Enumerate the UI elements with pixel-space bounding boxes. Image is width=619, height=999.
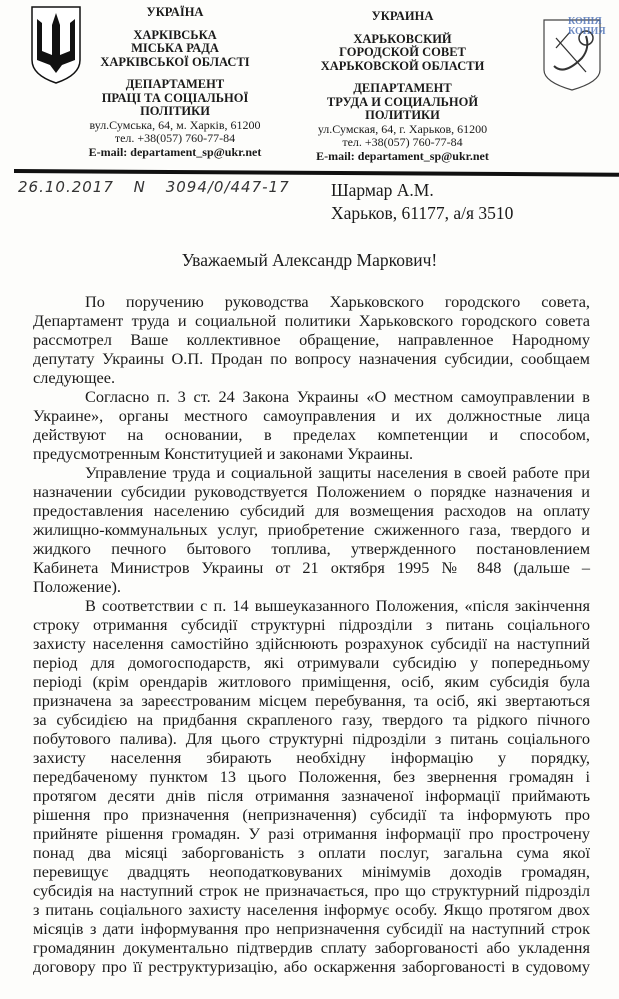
- text-line: громадянин документально підтвердив сплату заборгованості або укладення: [33, 938, 590, 957]
- header-left-ukrainian: [85, 6, 265, 159]
- registration-date: 26.10.2017: [18, 178, 114, 196]
- text-line: захисту населення самостійно здійснюють розрахунок субсидії на наступний: [33, 634, 590, 653]
- ukraine-trident-emblem-icon: [30, 5, 82, 85]
- council-line: МІСЬКА РАДА: [131, 41, 219, 55]
- department-line: ТРУДА И СОЦИАЛЬНОЙ: [326, 94, 479, 109]
- council-line: ХАРЬКОВСКОЙ ОБЛАСТИ: [320, 58, 485, 73]
- header-right-russian: [300, 10, 505, 163]
- text-line: рассмотрел Ваше коллективное обращение, направленное Народному: [33, 330, 590, 349]
- country: УКРАЇНА: [146, 5, 204, 19]
- text-line: перевищує двадцять неоподатковуваних мінімумів доходів громадян,: [33, 862, 590, 881]
- text-line: передбаченому пунктом 13 цього Положення, без звернення громадян і: [33, 767, 590, 786]
- text-line: Согласно п. 3 ст. 24 Закона Украины «О местном самоуправлении в: [85, 387, 590, 406]
- text-line: призначена за зареєстрованим місцем перебування, та осіб, які звертаються: [33, 691, 590, 710]
- council-line: ХАРКІВСЬКОЇ ОБЛАСТІ: [100, 54, 250, 69]
- address: вул.Сумська, 64, м. Харків, 61200: [89, 117, 261, 132]
- department-line: ПРАЦІ ТА СОЦІАЛЬНОЇ: [101, 90, 249, 105]
- header-divider: [14, 169, 619, 177]
- text-line: В соответствии с п. 14 вышеуказанного Положения, «після закінчення: [85, 596, 590, 615]
- number-sign: N: [133, 178, 146, 196]
- text-line: По поручению руководства Харьковского городского совета,: [85, 292, 590, 311]
- registration-line: [18, 178, 304, 196]
- council-line: ХАРКІВСЬКА: [133, 27, 217, 42]
- paragraph: [33, 463, 590, 596]
- text-line: побутового палива). Для цього структурні підрозділи з питань соціального: [33, 729, 590, 748]
- text-line: договору про її реструктуризацію, або оскарження заборгованості в судовому: [33, 957, 590, 976]
- text-line: періоді (крім орендарів житлового приміщення, осіб, яким субсидія була: [33, 672, 590, 691]
- text-line: Украине», органы местного самоуправления и их должностные лица: [33, 406, 590, 425]
- text-line: період для домогосподарств, які отримували субсидію у попередньому: [33, 653, 590, 672]
- recipient-name: Шармар А.М.: [331, 180, 434, 200]
- paragraph: [33, 387, 590, 463]
- text-line: жидкого печного бытового топлива, утвержденного постановлением: [33, 539, 590, 558]
- email: E-mail: departament_sp@ukr.net: [316, 148, 489, 163]
- text-line: предусмотренным Конституцией и законами Украины.: [33, 444, 414, 463]
- recipient-block: [331, 179, 513, 225]
- text-line: действуют на основании, в пределах компетенции и способом,: [33, 425, 590, 444]
- letter-body: [33, 292, 590, 976]
- text-line: Положение).: [33, 577, 121, 596]
- text-line: строку отримання субсидії структурні підрозділи з питань соціального: [33, 615, 590, 634]
- email: E-mail: departament_sp@ukr.net: [88, 144, 262, 159]
- department-line: ПОЛИТИКИ: [365, 108, 440, 122]
- council-line: ГОРОДСКОЙ СОВЕТ: [339, 45, 466, 59]
- phone: тел. +38(057) 760-77-84: [342, 135, 463, 149]
- text-line: за субсидією на придбання скрапленого газу, твердого та рідкого пічного: [33, 710, 590, 729]
- stamp-line: КОПІЯ: [568, 16, 602, 27]
- text-line: Кабинета Министров Украины от 21 октября 1995 № 848 (дальше –: [33, 558, 590, 577]
- department-line: ДЕПАРТАМЕНТ: [125, 77, 225, 91]
- text-line: прийняте рішення громадян. У разі отримання інформації про прострочену: [33, 824, 590, 843]
- phone: тел. +38(057) 760-77-84: [114, 131, 236, 145]
- address: ул.Сумская, 64, г. Харьков, 61200: [317, 121, 488, 136]
- text-line: назначении субсидии руководствуется Положением о порядке назначения и: [33, 482, 590, 501]
- text-line: Управление труда и социальной защиты населения в своей работе при: [85, 463, 590, 482]
- text-line: з питань соціального захисту населення інформує особу. Якщо протягом двох: [33, 900, 590, 919]
- text-line: рішення про призначення (непризначення) субсидії та інформують про: [33, 805, 590, 824]
- stamp-line: КОПИЯ: [568, 26, 606, 37]
- recipient-address: Харьков, 61177, а/я 3510: [331, 203, 514, 223]
- text-line: следующее.: [33, 368, 116, 387]
- department-line: ПОЛІТИКИ: [140, 104, 210, 118]
- text-line: субсидія на наступний строк не призначається, про що структурний підрозділ: [33, 881, 590, 900]
- registration-number: 3094/0/447-17: [165, 178, 290, 196]
- council-line: ХАРЬКОВСКИЙ: [353, 31, 452, 46]
- copy-stamp: [568, 17, 606, 37]
- text-line: депутату Украины О.П. Продан по вопросу назначения субсидии, сообщаем: [33, 349, 590, 368]
- paragraph: [33, 292, 590, 387]
- text-line: понад два місяці заборгованість з оплати послуг, загальна сума якої: [33, 843, 590, 862]
- paragraph: [33, 596, 590, 976]
- country: УКРАИНА: [371, 9, 434, 23]
- text-line: предоставления населению субсидий для возмещения расходов на оплату: [33, 501, 590, 520]
- text-line: місяців з дати інформування про непризначення субсидії на наступний строк: [33, 919, 590, 938]
- greeting: Уважаемый Александр Маркович!: [181, 250, 438, 270]
- department-line: ДЕПАРТАМЕНТ: [353, 81, 452, 95]
- text-line: жилищно-коммунальных услуг, приобретение сжиженного газа, твердого и: [33, 520, 590, 539]
- text-line: протягом десяти днів після отримання зазначеної інформації приймають: [33, 786, 590, 805]
- text-line: захисту населення збирають необхідну інформацію у порядку,: [33, 748, 590, 767]
- text-line: Департамент труда и социальной политики Харьковского городского совета: [33, 311, 590, 330]
